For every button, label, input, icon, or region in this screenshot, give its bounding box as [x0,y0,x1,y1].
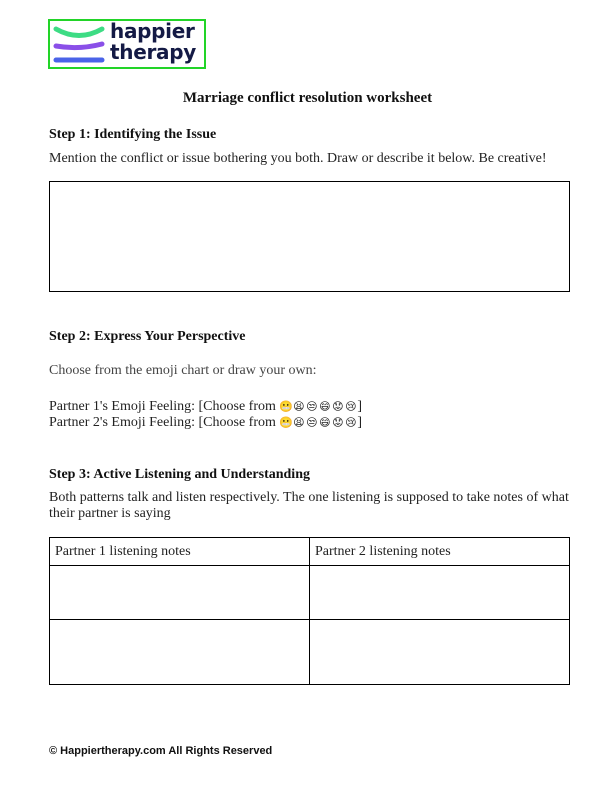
step1-heading: Step 1: Identifying the Issue [49,127,217,142]
partner2-label: Partner 2's Emoji Feeling: [Choose from [49,415,280,430]
logo-line-1: happier [110,19,195,43]
partner1-emoji-feeling [49,399,362,415]
happier-therapy-logo [48,19,206,69]
partner1-notes-cell[interactable] [50,620,310,685]
listening-notes-table [49,537,570,685]
step3-heading: Step 3: Active Listening and Understanding [49,467,310,482]
crying-emoji-icon[interactable]: 😢 [345,400,357,413]
partner1-notes-cell[interactable] [50,566,310,620]
partner1-bracket-close: ] [357,399,363,414]
header-partner2-notes: Partner 2 listening notes [310,538,570,566]
tired-emoji-icon[interactable]: 😫 [293,400,305,413]
logo-line-2: therapy [110,40,196,64]
crying-emoji-icon[interactable]: 😢 [345,416,357,429]
table-row [50,566,570,620]
table-header-row [50,538,570,566]
unamused-emoji-icon[interactable]: 😒 [306,400,318,413]
step1-instruction: Mention the conflict or issue bothering you both. Draw or describe it below. Be creative! [49,151,547,166]
grimacing-emoji-icon[interactable]: 😬 [279,416,294,429]
logo-wordmark [110,21,196,63]
issue-drawing-box[interactable] [49,181,570,292]
step2-instruction: Choose from the emoji chart or draw your own: [49,363,317,378]
grinning-emoji-icon[interactable]: 😄 [319,400,331,413]
copyright-footer: © Happiertherapy.com All Rights Reserved [49,745,273,757]
partner2-emoji-feeling [49,415,362,431]
step2-heading: Step 2: Express Your Perspective [49,329,246,344]
table-row [50,620,570,685]
worried-emoji-icon[interactable]: 😟 [332,400,344,413]
step3-instruction: Both patterns talk and listen respectively. The one listening is supposed to take notes of what their partner is saying [49,490,569,521]
grimacing-emoji-icon[interactable]: 😬 [279,400,294,413]
partner2-bracket-close: ] [357,415,363,430]
grinning-emoji-icon[interactable]: 😄 [319,416,331,429]
tired-emoji-icon[interactable]: 😫 [293,416,305,429]
page-title: Marriage conflict resolution worksheet [182,90,433,106]
worried-emoji-icon[interactable]: 😟 [332,416,344,429]
partner2-notes-cell[interactable] [310,566,570,620]
partner2-notes-cell[interactable] [310,620,570,685]
header-partner1-notes: Partner 1 listening notes [50,538,310,566]
logo-waves-icon [53,24,105,66]
unamused-emoji-icon[interactable]: 😒 [306,416,318,429]
partner1-label: Partner 1's Emoji Feeling: [Choose from [49,399,280,414]
